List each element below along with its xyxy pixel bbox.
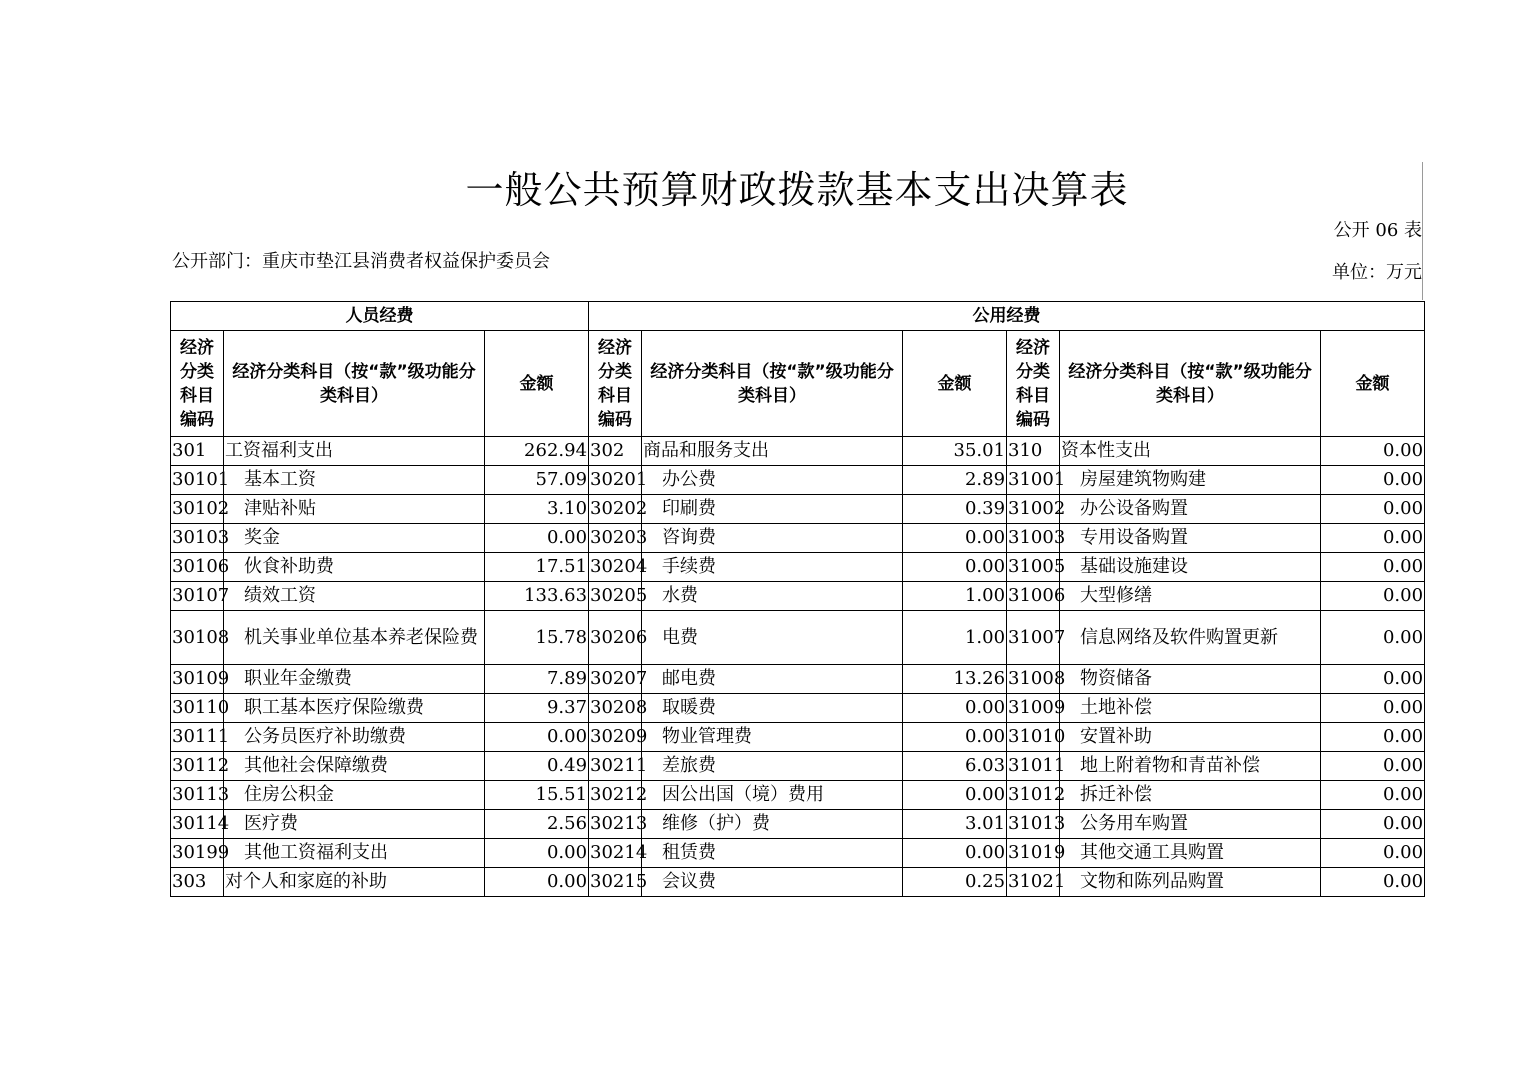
capital-code: 31008 <box>1007 665 1060 694</box>
personnel-code: 30111 <box>171 723 224 752</box>
goods-item: 办公费 <box>642 466 903 495</box>
personnel-amount: 262.94 <box>485 437 589 466</box>
goods-amount: 0.00 <box>903 553 1007 582</box>
personnel-amount: 57.09 <box>485 466 589 495</box>
goods-item: 租赁费 <box>642 839 903 868</box>
personnel-item: 津贴补贴 <box>224 495 485 524</box>
goods-code: 30201 <box>589 466 642 495</box>
goods-item: 邮电费 <box>642 665 903 694</box>
capital-code: 310 <box>1007 437 1060 466</box>
personnel-item: 对个人和家庭的补助 <box>224 868 485 897</box>
table-row <box>171 665 1425 694</box>
goods-code: 30203 <box>589 524 642 553</box>
goods-item: 差旅费 <box>642 752 903 781</box>
personnel-item: 基本工资 <box>224 466 485 495</box>
goods-code: 30211 <box>589 752 642 781</box>
goods-item: 印刷费 <box>642 495 903 524</box>
personnel-amount: 0.00 <box>485 524 589 553</box>
table-row <box>171 553 1425 582</box>
capital-amount: 0.00 <box>1321 781 1425 810</box>
form-number: 公开 06 表 <box>1333 220 1422 241</box>
goods-item: 商品和服务支出 <box>642 437 903 466</box>
personnel-item: 其他社会保障缴费 <box>224 752 485 781</box>
capital-code: 31009 <box>1007 694 1060 723</box>
personnel-item: 绩效工资 <box>224 582 485 611</box>
capital-amount: 0.00 <box>1321 723 1425 752</box>
capital-code: 31012 <box>1007 781 1060 810</box>
goods-code: 30205 <box>589 582 642 611</box>
goods-code: 30212 <box>589 781 642 810</box>
capital-item: 大型修缮 <box>1060 582 1321 611</box>
goods-item: 手续费 <box>642 553 903 582</box>
capital-item: 其他交通工具购置 <box>1060 839 1321 868</box>
goods-amount: 0.39 <box>903 495 1007 524</box>
goods-item: 物业管理费 <box>642 723 903 752</box>
personnel-code: 30101 <box>171 466 224 495</box>
personnel-code: 30108 <box>171 611 224 665</box>
capital-item: 专用设备购置 <box>1060 524 1321 553</box>
header-code: 经济分类科目编码 <box>171 331 224 437</box>
personnel-item: 伙食补助费 <box>224 553 485 582</box>
personnel-item: 工资福利支出 <box>224 437 485 466</box>
capital-code: 31007 <box>1007 611 1060 665</box>
personnel-code: 30199 <box>171 839 224 868</box>
personnel-item: 职业年金缴费 <box>224 665 485 694</box>
capital-amount: 0.00 <box>1321 665 1425 694</box>
personnel-amount: 3.10 <box>485 495 589 524</box>
goods-amount: 0.00 <box>903 723 1007 752</box>
personnel-amount: 15.51 <box>485 781 589 810</box>
personnel-amount: 0.00 <box>485 839 589 868</box>
capital-amount: 0.00 <box>1321 839 1425 868</box>
personnel-code: 30106 <box>171 553 224 582</box>
capital-amount: 0.00 <box>1321 611 1425 665</box>
capital-item: 公务用车购置 <box>1060 810 1321 839</box>
personnel-code: 30103 <box>171 524 224 553</box>
capital-item: 资本性支出 <box>1060 437 1321 466</box>
group-public: 公用经费 <box>589 302 1425 331</box>
personnel-code: 30114 <box>171 810 224 839</box>
personnel-item: 住房公积金 <box>224 781 485 810</box>
table-row <box>171 495 1425 524</box>
goods-code: 30214 <box>589 839 642 868</box>
capital-item: 地上附着物和青苗补偿 <box>1060 752 1321 781</box>
capital-item: 文物和陈列品购置 <box>1060 868 1321 897</box>
capital-amount: 0.00 <box>1321 582 1425 611</box>
capital-code: 31002 <box>1007 495 1060 524</box>
goods-code: 30215 <box>589 868 642 897</box>
goods-code: 30207 <box>589 665 642 694</box>
personnel-item: 公务员医疗补助缴费 <box>224 723 485 752</box>
personnel-amount: 0.00 <box>485 868 589 897</box>
table-row <box>171 752 1425 781</box>
personnel-code: 30102 <box>171 495 224 524</box>
capital-item: 基础设施建设 <box>1060 553 1321 582</box>
personnel-amount: 2.56 <box>485 810 589 839</box>
table-row <box>171 810 1425 839</box>
table-row <box>171 839 1425 868</box>
capital-code: 31001 <box>1007 466 1060 495</box>
personnel-item: 职工基本医疗保险缴费 <box>224 694 485 723</box>
header-amount: 金额 <box>485 331 589 437</box>
capital-code: 31005 <box>1007 553 1060 582</box>
personnel-item: 医疗费 <box>224 810 485 839</box>
personnel-code: 30107 <box>171 582 224 611</box>
capital-amount: 0.00 <box>1321 868 1425 897</box>
goods-amount: 3.01 <box>903 810 1007 839</box>
capital-code: 31006 <box>1007 582 1060 611</box>
goods-amount: 0.00 <box>903 524 1007 553</box>
personnel-code: 30112 <box>171 752 224 781</box>
goods-amount: 1.00 <box>903 611 1007 665</box>
table-body <box>171 437 1425 897</box>
goods-code: 30206 <box>589 611 642 665</box>
goods-code: 30213 <box>589 810 642 839</box>
capital-code: 31019 <box>1007 839 1060 868</box>
capital-code: 31013 <box>1007 810 1060 839</box>
personnel-amount: 7.89 <box>485 665 589 694</box>
header-amount: 金额 <box>903 331 1007 437</box>
table-row <box>171 524 1425 553</box>
goods-code: 30209 <box>589 723 642 752</box>
expenditure-table <box>170 301 1425 897</box>
capital-amount: 0.00 <box>1321 752 1425 781</box>
goods-item: 电费 <box>642 611 903 665</box>
capital-item: 拆迁补偿 <box>1060 781 1321 810</box>
goods-amount: 0.00 <box>903 839 1007 868</box>
header-name: 经济分类科目（按“款”级功能分类科目） <box>642 331 903 437</box>
header-code: 经济分类科目编码 <box>589 331 642 437</box>
personnel-code: 30110 <box>171 694 224 723</box>
goods-amount: 0.00 <box>903 694 1007 723</box>
capital-amount: 0.00 <box>1321 466 1425 495</box>
goods-item: 取暖费 <box>642 694 903 723</box>
goods-code: 30208 <box>589 694 642 723</box>
capital-amount: 0.00 <box>1321 437 1425 466</box>
personnel-amount: 0.00 <box>485 723 589 752</box>
header-name: 经济分类科目（按“款”级功能分类科目） <box>1060 331 1321 437</box>
capital-amount: 0.00 <box>1321 810 1425 839</box>
personnel-code: 301 <box>171 437 224 466</box>
personnel-item: 奖金 <box>224 524 485 553</box>
goods-amount: 13.26 <box>903 665 1007 694</box>
table-row <box>171 582 1425 611</box>
personnel-code: 303 <box>171 868 224 897</box>
table-row <box>171 611 1425 665</box>
capital-code: 31021 <box>1007 868 1060 897</box>
group-personnel: 人员经费 <box>171 302 589 331</box>
capital-item: 房屋建筑物购建 <box>1060 466 1321 495</box>
capital-amount: 0.00 <box>1321 694 1425 723</box>
column-header-row <box>171 331 1425 437</box>
group-header-row <box>171 302 1425 331</box>
goods-amount: 1.00 <box>903 582 1007 611</box>
personnel-amount: 0.49 <box>485 752 589 781</box>
header-code: 经济分类科目编码 <box>1007 331 1060 437</box>
capital-code: 31011 <box>1007 752 1060 781</box>
personnel-item: 其他工资福利支出 <box>224 839 485 868</box>
capital-code: 31010 <box>1007 723 1060 752</box>
capital-item: 办公设备购置 <box>1060 495 1321 524</box>
goods-amount: 0.00 <box>903 781 1007 810</box>
capital-item: 物资储备 <box>1060 665 1321 694</box>
unit-label: 单位：万元 <box>1332 262 1422 283</box>
capital-amount: 0.00 <box>1321 495 1425 524</box>
header-name: 经济分类科目（按“款”级功能分类科目） <box>224 331 485 437</box>
goods-code: 302 <box>589 437 642 466</box>
capital-code: 31003 <box>1007 524 1060 553</box>
personnel-amount: 15.78 <box>485 611 589 665</box>
department-label: 公开部门：重庆市垫江县消费者权益保护委员会 <box>172 251 550 272</box>
goods-item: 因公出国（境）费用 <box>642 781 903 810</box>
goods-amount: 35.01 <box>903 437 1007 466</box>
goods-item: 水费 <box>642 582 903 611</box>
table-row <box>171 723 1425 752</box>
capital-item: 信息网络及软件购置更新 <box>1060 611 1321 665</box>
personnel-item: 机关事业单位基本养老保险费 <box>224 611 485 665</box>
table-row <box>171 437 1425 466</box>
goods-amount: 0.25 <box>903 868 1007 897</box>
capital-amount: 0.00 <box>1321 553 1425 582</box>
goods-item: 咨询费 <box>642 524 903 553</box>
capital-item: 安置补助 <box>1060 723 1321 752</box>
personnel-amount: 17.51 <box>485 553 589 582</box>
personnel-amount: 133.63 <box>485 582 589 611</box>
capital-item: 土地补偿 <box>1060 694 1321 723</box>
page-title: 一般公共预算财政拨款基本支出决算表 <box>465 168 1129 212</box>
personnel-code: 30109 <box>171 665 224 694</box>
table-row <box>171 694 1425 723</box>
goods-code: 30202 <box>589 495 642 524</box>
capital-amount: 0.00 <box>1321 524 1425 553</box>
table-row <box>171 868 1425 897</box>
table-row <box>171 781 1425 810</box>
goods-code: 30204 <box>589 553 642 582</box>
personnel-code: 30113 <box>171 781 224 810</box>
goods-item: 维修（护）费 <box>642 810 903 839</box>
goods-amount: 6.03 <box>903 752 1007 781</box>
goods-item: 会议费 <box>642 868 903 897</box>
table-row <box>171 466 1425 495</box>
personnel-amount: 9.37 <box>485 694 589 723</box>
header-amount: 金额 <box>1321 331 1425 437</box>
goods-amount: 2.89 <box>903 466 1007 495</box>
